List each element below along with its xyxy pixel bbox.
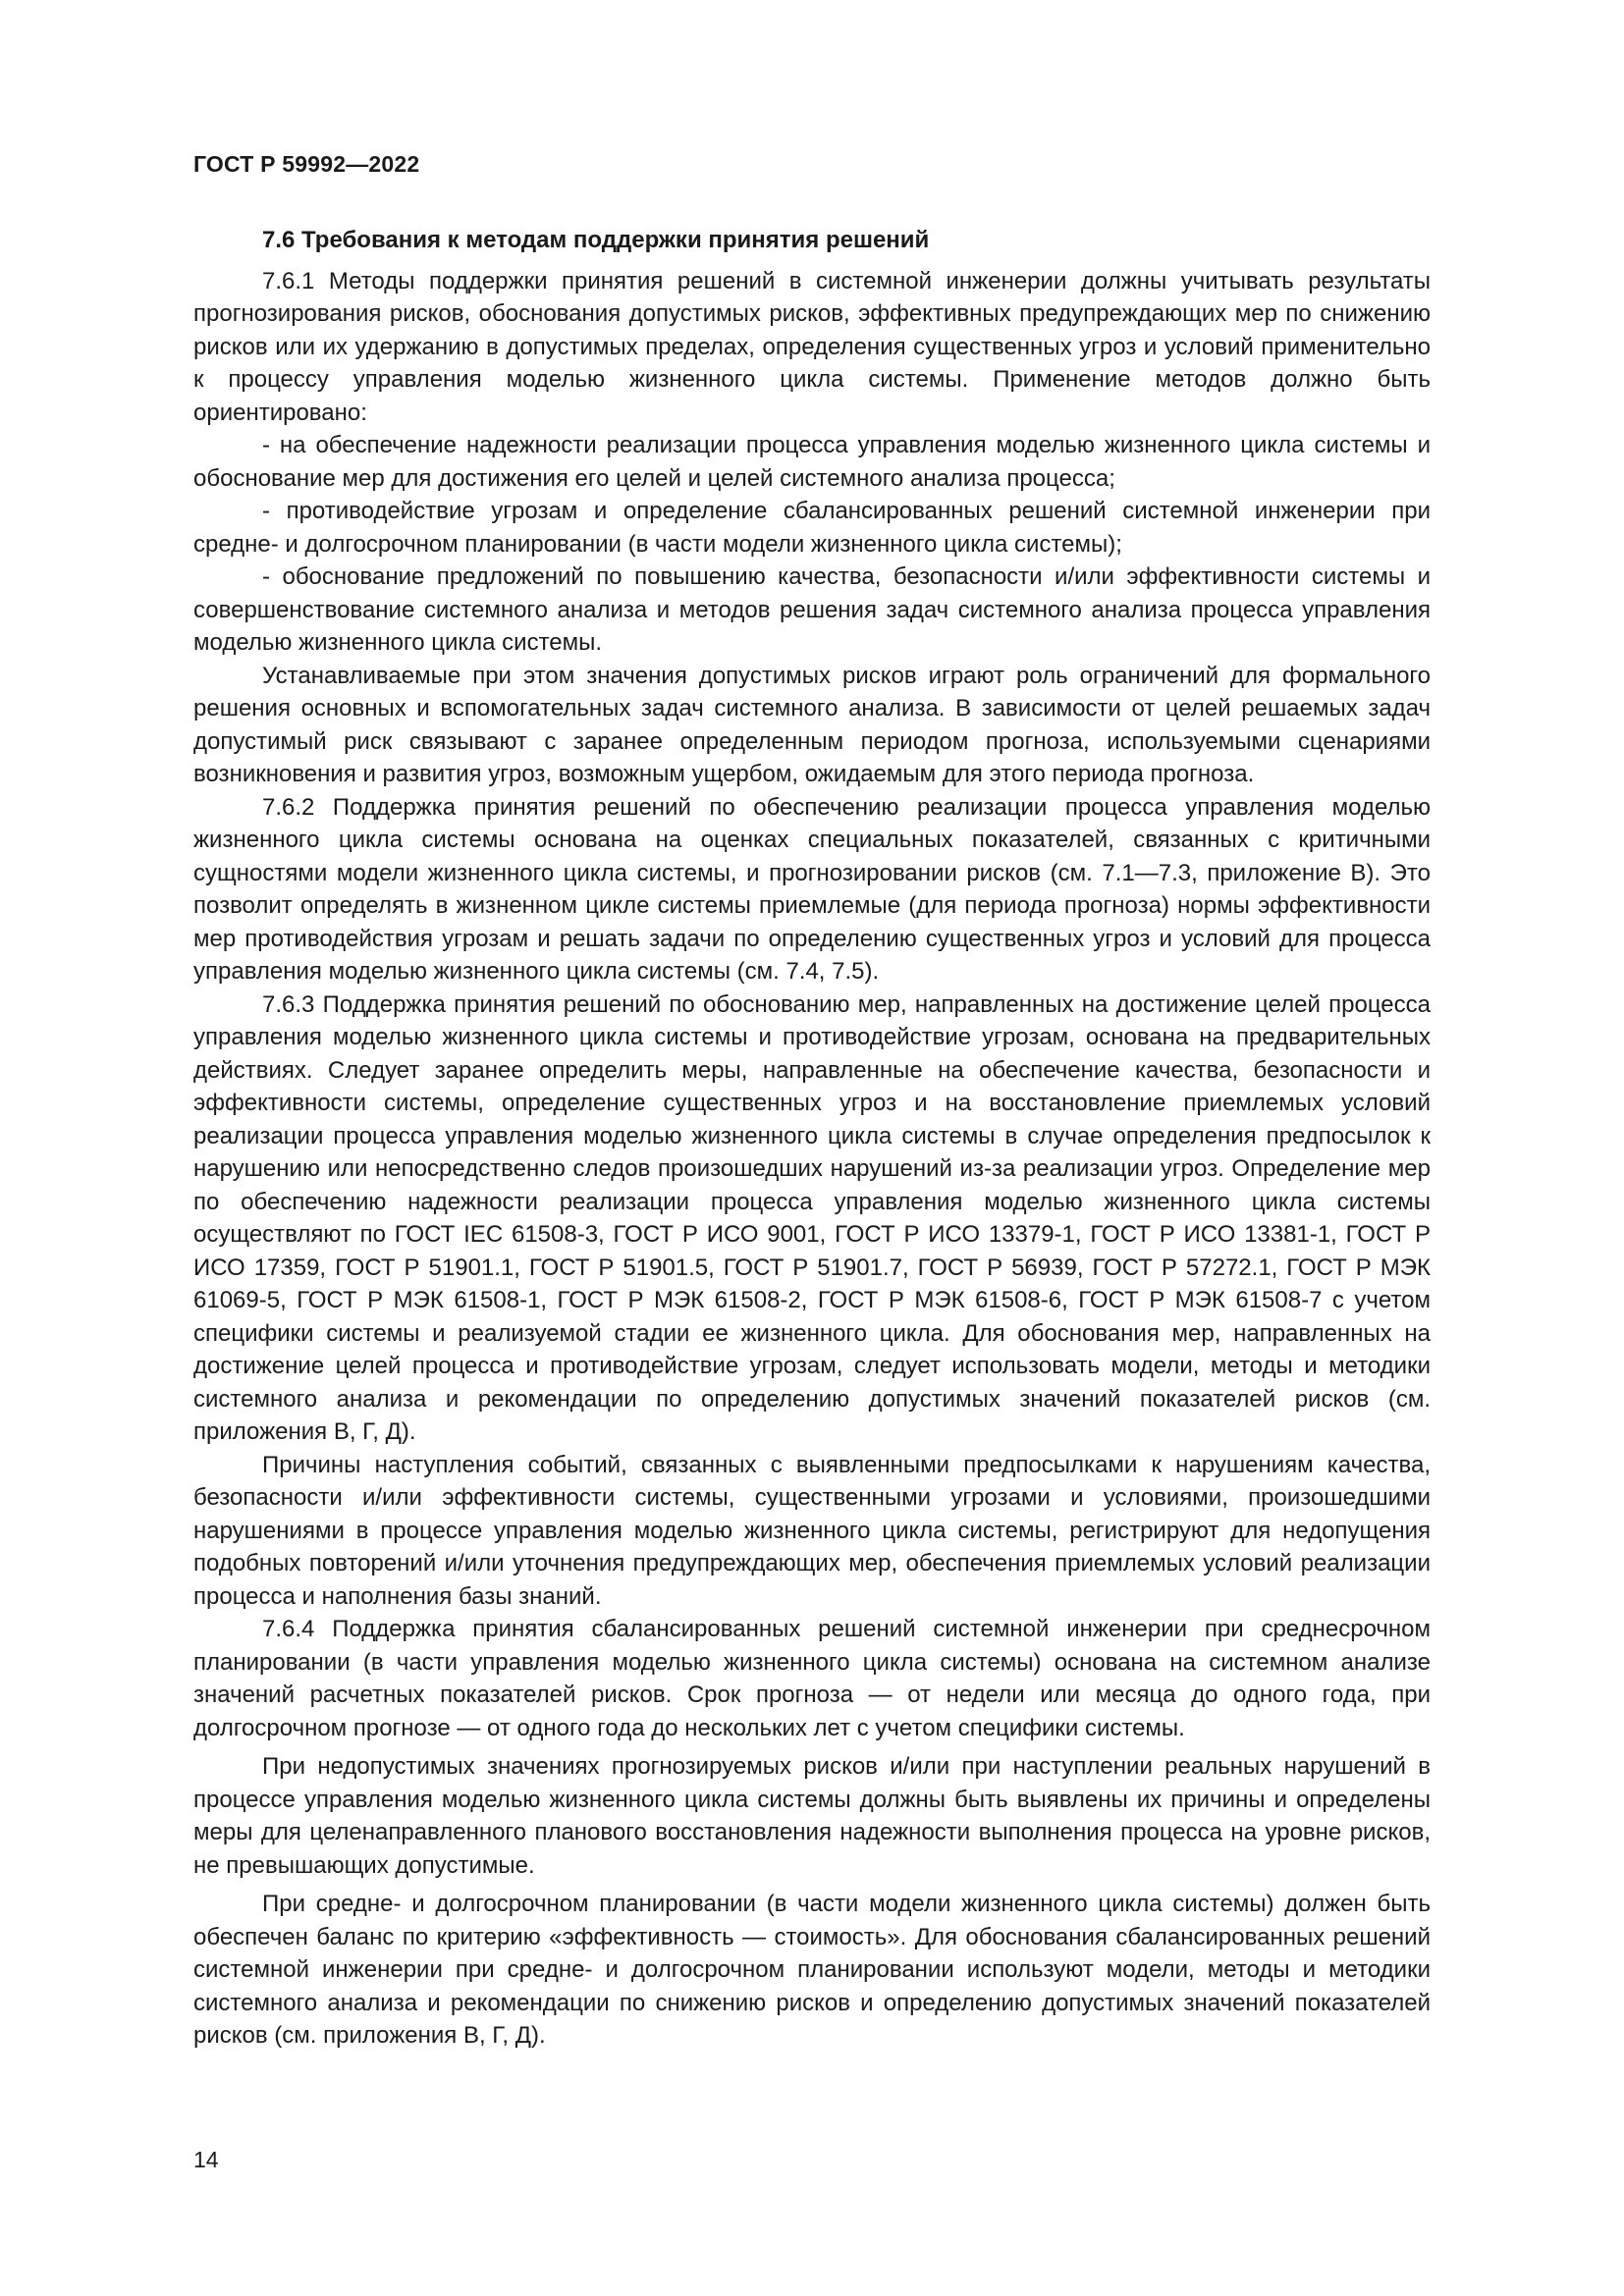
paragraph-7-6-2: 7.6.2 Поддержка принятия решений по обеспечению реализации процесса управления моделью жизненного цикла системы основана на оценках специальных показателей, связанных с критичными сущностями модели жизненного цикла системы, и прогнозировании рисков (см. 7.1—7.3, приложение В). Это позволит определять в жизненном цикле системы приемлемые (для периода прогноза) нормы эффективности мер противодействия угрозам и решать задачи по определению существенных угроз и условий для процесса управления моделью жизненного цикла системы (см. 7.4, 7.5). <box>193 793 1431 985</box>
paragraph-7-6-3: 7.6.3 Поддержка принятия решений по обоснованию мер, направленных на достижение целей процесса управления моделью жизненного цикла системы и противодействие угрозам, основана на предварительных действиях. Следует заранее определить меры, направленные на обеспечение качества, безопасности и эффективности системы, определение существенных угроз и на восстановление приемлемых условий реализации процесса управления моделью жизненного цикла системы в случае определения предпосылок к нарушению или непосредственно следов произошедших нарушений из-за реализации угроз. Определение мер по обеспечению надежности реализации процесса управления моделью жизненного цикла системы осуществляют по ГОСТ IEC 61508-3, ГОСТ Р ИСО 9001, ГОСТ Р ИСО 13379-1, ГОСТ Р ИСО 13381-1, ГОСТ Р ИСО 17359, ГОСТ Р 51901.1, ГОСТ Р 51901.5, ГОСТ Р 51901.7, ГОСТ Р 56939, ГОСТ Р 57272.1, ГОСТ Р МЭК 61069-5, ГОСТ Р МЭК 61508-1, ГОСТ Р МЭК 61508-2, ГОСТ Р МЭК 61508-6, ГОСТ Р МЭК 61508-7 с учетом специфики системы и реализуемой стадии ее жизненного цикла. Для обоснования мер, направленных на достижение целей процесса и противодействие угрозам, следует использовать модели, методы и методики системного анализа и рекомендации по определению допустимых значений показателей рисков (см. приложения В, Г, Д). <box>193 990 1431 1445</box>
list-item-reliability: - на обеспечение надежности реализации процесса управления моделью жизненного цикла системы и обоснование мер для достижения его целей и целей системного анализа процесса; <box>193 432 1431 492</box>
paragraph-event-causes: Причины наступления событий, связанных с выявленными предпосылками к нарушениям качества, безопасности и/или эффективности системы, существенными угрозами и условиями, произошедшими нарушениями в процессе управления моделью жизненного цикла системы, регистрируют для недопущения подобных повторений и/или уточнения предупреждающих мер, обеспечения приемлемых условий реализации процесса и наполнения базы знаний. <box>193 1451 1431 1610</box>
paragraph-7-6-1: 7.6.1 Методы поддержки принятия решений в системной инженерии должны учитывать результаты прогнозирования рисков, обоснования допустимых рисков, эффективных предупреждающих мер по снижению рисков или их удержанию в допустимых пределах, определения существенных угроз и условий применительно к процессу управления моделью жизненного цикла системы. Применение методов должно быть ориентировано: <box>193 267 1431 426</box>
paragraph-7-6-4: 7.6.4 Поддержка принятия сбалансированных решений системной инженерии при среднесрочном планировании (в части управления моделью жизненного цикла системы) основана на системном анализе значений расчетных показателей рисков. Срок прогноза — от недели или месяца до одного года, при долгосрочном прогнозе — от одного года до нескольких лет с учетом специфики системы. <box>193 1616 1431 1741</box>
section-7-6 <box>193 224 1431 2053</box>
document-code-header: ГОСТ Р 59992—2022 <box>193 151 420 177</box>
paragraph-balance: При средне- и долгосрочном планировании (в части модели жизненного цикла системы) должен быть обеспечен баланс по критерию «эффективность — стоимость». Для обоснования сбалансированных решений системной инженерии при средне- и долгосрочном планировании используют модели, методы и методики системного анализа и рекомендации по снижению рисков и определению допустимых значений показателей рисков (см. приложения В, Г, Д). <box>193 1891 1431 2049</box>
paragraph-acceptable-risks: Устанавливаемые при этом значения допустимых рисков играют роль ограничений для формального решения основных и вспомогательных задач системного анализа. В зависимости от целей решаемых задач допустимый риск связывают с заранее определенным периодом прогноза, используемыми сценариями возникновения и развития угроз, возможным ущербом, ожидаемым для этого периода прогноза. <box>193 662 1431 787</box>
paragraph-unacceptable-risks: При недопустимых значениях прогнозируемых рисков и/или при наступлении реальных нарушений в процессе управления моделью жизненного цикла системы должны быть выявлены их причины и определены меры для целенаправленного планового восстановления надежности выполнения процесса на уровне рисков, не превышающих допустимые. <box>193 1753 1431 1879</box>
list-item-quality-improvement: - обоснование предложений по повышению качества, безопасности и/или эффективности системы и совершенствование системного анализа и методов решения задач системного анализа процесса управления моделью жизненного цикла системы. <box>193 563 1431 656</box>
list-item-threat-counteraction: - противодействие угрозам и определение сбалансированных решений системной инженерии при средне- и долгосрочном планировании (в части модели жизненного цикла системы); <box>193 498 1431 558</box>
page-number: 14 <box>193 2147 219 2172</box>
section-heading: 7.6 Требования к методам поддержки принятия решений <box>262 227 930 253</box>
